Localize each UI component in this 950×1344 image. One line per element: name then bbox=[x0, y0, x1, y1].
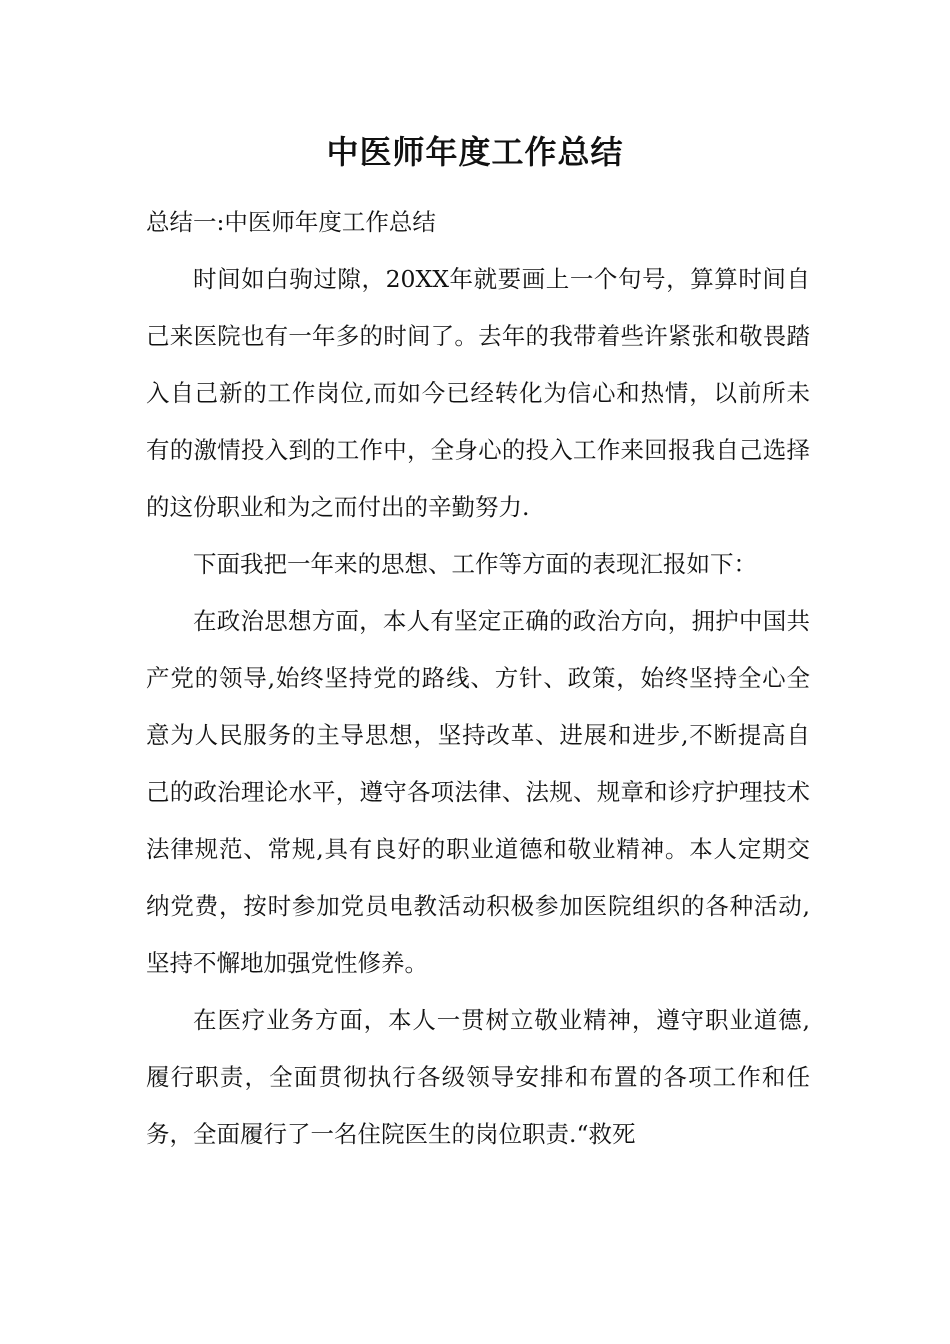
paragraph-intro: 时间如白驹过隙，20XX年就要画上一个句号，算算时间自己来医院也有一年多的时间了。去年的我带着些许紧张和敬畏踏入自己新的工作岗位,而如今已经转化为信心和热情，以前所未有的激情投入到的工作中，全身心的投入工作来回报我自己选择的这份职业和为之而付出的辛勤努力. bbox=[146, 265, 810, 521]
document-subtitle: 总结一:中医师年度工作总结 bbox=[146, 208, 436, 236]
paragraph-medical: 在医疗业务方面，本人一贯树立敬业精神，遵守职业道德,履行职责，全面贯彻执行各级领导安排和布置的各项工作和任务，全面履行了一名住院医生的岗位职责.“救死 bbox=[146, 1006, 810, 1148]
document-title: 中医师年度工作总结 bbox=[326, 133, 624, 171]
paragraph-summary-lead: 下面我把一年来的思想、工作等方面的表现汇报如下： bbox=[193, 550, 757, 578]
document-body bbox=[146, 194, 810, 1163]
paragraph-political: 在政治思想方面，本人有坚定正确的政治方向，拥护中国共产党的领导,始终坚持党的路线、方针、政策，始终坚持全心全意为人民服务的主导思想，坚持改革、进展和进步,不断提高自己的政治理论水平，遵守各项法律、法规、规章和诊疗护理技术法律规范、常规,具有良好的职业道德和敬业精神。本人定期交纳党费，按时参加党员电教活动积极参加医院组织的各种活动,坚持不懈地加强党性修养。 bbox=[146, 607, 810, 977]
